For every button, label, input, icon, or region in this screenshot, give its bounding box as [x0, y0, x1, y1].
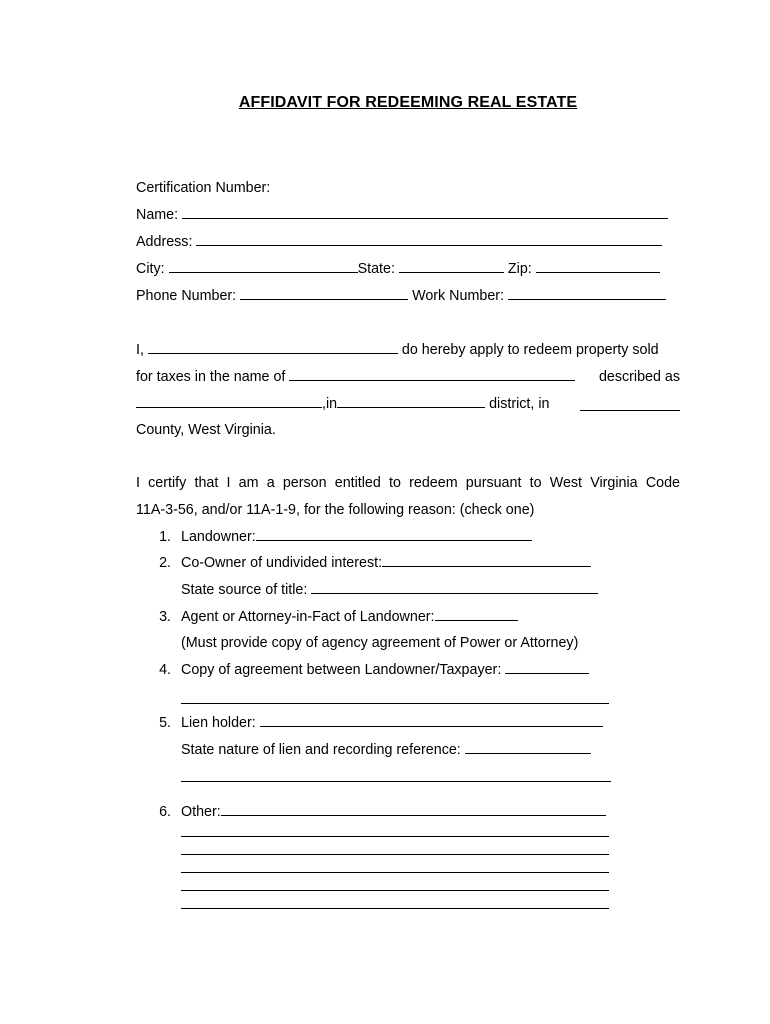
- reason-4: [181, 661, 589, 679]
- city-field[interactable]: [169, 260, 358, 273]
- i-label: I,: [136, 342, 144, 358]
- paragraph2-line2: 11A-3-56, and/or 11A-1-9, for the following reason: (check one): [136, 502, 535, 518]
- agreement-field-continued[interactable]: [181, 703, 609, 704]
- taxes-text: for taxes in the name of: [136, 369, 286, 385]
- zip-field[interactable]: [536, 260, 660, 273]
- described-text: described as: [598, 369, 680, 385]
- county-text: County, West Virginia.: [136, 422, 276, 438]
- reason-5: [181, 714, 603, 732]
- paragraph1-line1: [136, 341, 659, 359]
- reason-2-number: 2.: [159, 555, 171, 571]
- landowner-field[interactable]: [256, 528, 532, 541]
- certification-number-row: [136, 179, 270, 197]
- reason-2: [181, 554, 591, 572]
- document-title: AFFIDAVIT FOR REDEEMING REAL ESTATE: [238, 94, 578, 111]
- work-number-label: Work Number:: [412, 288, 504, 304]
- reason-4-label: Copy of agreement between Landowner/Taxpayer:: [181, 662, 502, 678]
- reason-6: [181, 803, 606, 821]
- other-field-line-4[interactable]: [181, 872, 609, 873]
- reason-5-sub: [181, 741, 591, 759]
- apply-text: do hereby apply to redeem property sold: [401, 342, 659, 358]
- reason-2-sub: [181, 581, 598, 599]
- other-field[interactable]: [221, 803, 606, 816]
- source-of-title-label: State source of title:: [181, 582, 308, 598]
- applicant-name-field[interactable]: [148, 341, 398, 354]
- reason-4-number: 4.: [159, 662, 171, 678]
- phone-number-field[interactable]: [240, 287, 408, 300]
- certification-number-label: Certification Number:: [136, 180, 271, 196]
- lien-nature-label: State nature of lien and recording reference:: [181, 742, 461, 758]
- district-field[interactable]: [337, 395, 485, 408]
- state-field[interactable]: [399, 260, 504, 273]
- other-field-line-5[interactable]: [181, 890, 609, 891]
- agreement-field[interactable]: [505, 661, 589, 674]
- state-label: State:: [357, 261, 395, 277]
- in-text: ,in: [322, 396, 338, 412]
- district-text: district, in: [489, 396, 550, 412]
- reason-2-label: Co-Owner of undivided interest:: [181, 555, 383, 571]
- reason-5-label: Lien holder:: [181, 715, 256, 731]
- reason-3: [181, 608, 518, 626]
- paragraph1-line4: [136, 421, 276, 439]
- city-state-zip-row: [136, 260, 660, 278]
- reason-3-label: Agent or Attorney-in-Fact of Landowner:: [181, 609, 435, 625]
- zip-label: Zip:: [507, 261, 532, 277]
- paragraph1-line3: [136, 395, 680, 413]
- paragraph1-line2: [136, 368, 680, 386]
- other-field-line-3[interactable]: [181, 854, 609, 855]
- county-field[interactable]: [580, 398, 680, 411]
- taxpayer-name-field[interactable]: [289, 368, 575, 381]
- reason-5-number: 5.: [159, 715, 171, 731]
- paragraph2-line1: I certify that I am a person entitled to redeem pursuant to West Virginia Code: [136, 475, 680, 491]
- lien-nature-field-continued[interactable]: [181, 781, 611, 782]
- other-field-line-6[interactable]: [181, 908, 609, 909]
- co-owner-field[interactable]: [382, 554, 591, 567]
- description-field[interactable]: [136, 395, 322, 408]
- phone-number-label: Phone Number:: [136, 288, 237, 304]
- agent-field[interactable]: [435, 608, 518, 621]
- city-label: City:: [136, 261, 165, 277]
- address-row: [136, 233, 662, 251]
- name-row: [136, 206, 668, 224]
- lien-nature-field[interactable]: [465, 741, 591, 754]
- reason-1-label: Landowner:: [181, 529, 256, 545]
- reason-1: [181, 528, 532, 546]
- address-field[interactable]: [196, 233, 662, 246]
- reason-6-label: Other:: [181, 804, 221, 820]
- reason-6-number: 6.: [159, 804, 171, 820]
- lien-holder-field[interactable]: [260, 714, 603, 727]
- phone-row: [136, 287, 666, 305]
- name-field[interactable]: [182, 206, 668, 219]
- reason-3-number: 3.: [159, 609, 171, 625]
- reason-3-sub: (Must provide copy of agency agreement of Power or Attorney): [181, 635, 579, 651]
- work-number-field[interactable]: [508, 287, 666, 300]
- other-field-line-2[interactable]: [181, 836, 609, 837]
- reason-1-number: 1.: [159, 529, 171, 545]
- source-of-title-field[interactable]: [311, 581, 598, 594]
- address-label: Address:: [136, 234, 193, 250]
- name-label: Name:: [136, 207, 179, 223]
